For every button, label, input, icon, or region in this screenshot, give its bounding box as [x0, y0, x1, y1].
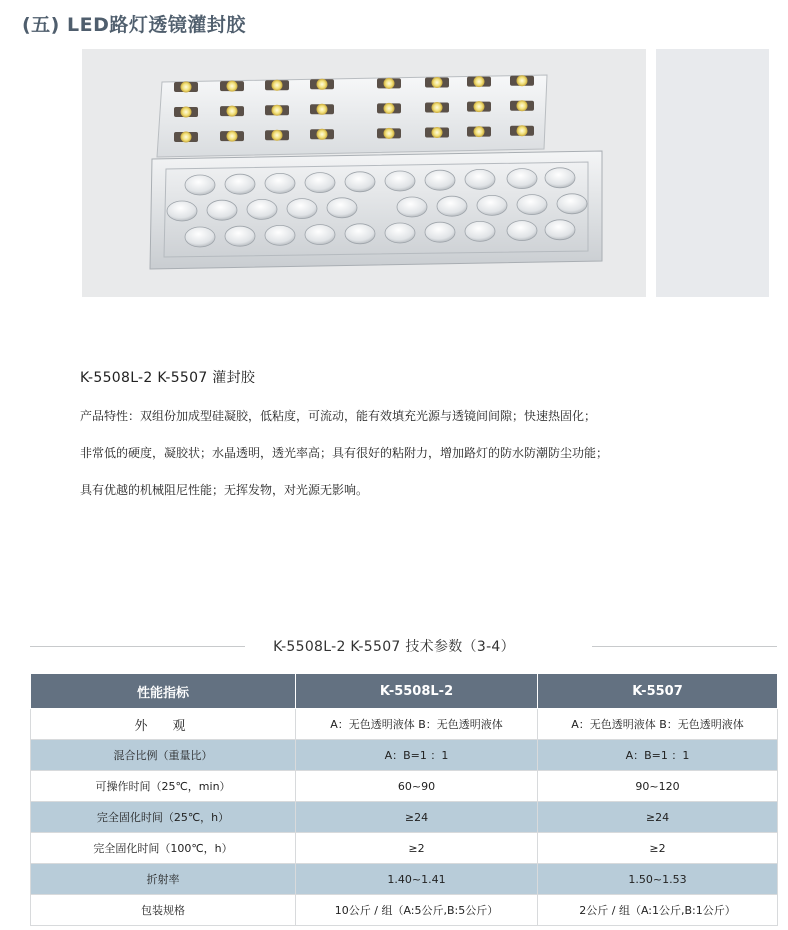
- led-chip-icon: [432, 127, 443, 138]
- table-row: [31, 833, 778, 864]
- led-chip-icon: [317, 129, 328, 140]
- led-chip-icon: [227, 106, 238, 117]
- row-value-k5507: ≥2: [538, 833, 778, 864]
- lens-dome-icon: [507, 221, 537, 241]
- row-value-k5507: ≥24: [538, 802, 778, 833]
- params-table: [30, 673, 778, 926]
- table-row: [31, 740, 778, 771]
- lens-dome-icon: [477, 195, 507, 215]
- row-label: 可操作时间（25℃，min）: [31, 771, 296, 802]
- table-row: [31, 802, 778, 833]
- row-value-k5508l2: ≥24: [296, 802, 538, 833]
- lens-dome-icon: [437, 196, 467, 216]
- row-label: 外 观: [31, 709, 296, 740]
- led-chip-icon: [272, 105, 283, 116]
- lens-dome-icon: [385, 223, 415, 243]
- lens-dome-icon: [385, 171, 415, 191]
- row-value-k5508l2: A：无色透明液体 B：无色透明液体: [296, 709, 538, 740]
- lens-dome-icon: [327, 198, 357, 218]
- led-chip-icon: [384, 103, 395, 114]
- product-name: K-5508L-2 K-5507 灌封胶: [80, 370, 256, 386]
- led-chip-icon: [181, 132, 192, 143]
- row-value-k5508l2: 10公斤 / 组（A:5公斤,B:5公斤）: [296, 895, 538, 926]
- row-label: 完全固化时间（25℃，h）: [31, 802, 296, 833]
- led-chip-icon: [384, 128, 395, 139]
- lens-dome-icon: [425, 170, 455, 190]
- led-chip-icon: [517, 125, 528, 136]
- row-value-k5507: A：B=1 ：1: [538, 740, 778, 771]
- led-chip-icon: [517, 100, 528, 111]
- lens-dome-icon: [557, 194, 587, 214]
- row-value-k5507: 2公斤 / 组（A:1公斤,B:1公斤）: [538, 895, 778, 926]
- description-line-2: 非常低的硬度，凝胶状；水晶透明，透光率高；具有很好的粘附力，增加路灯的防水防潮防尘功能；: [80, 446, 609, 460]
- lens-dome-icon: [305, 173, 335, 193]
- row-label: 包装规格: [31, 895, 296, 926]
- lens-dome-icon: [265, 225, 295, 245]
- row-value-k5508l2: 60~90: [296, 771, 538, 802]
- section-title: (五) LED路灯透镜灌封胶: [22, 14, 246, 36]
- led-chip-icon: [181, 107, 192, 118]
- led-chip-icon: [317, 104, 328, 115]
- lens-dome-icon: [225, 226, 255, 246]
- led-chip-icon: [272, 80, 283, 91]
- table-row: [31, 771, 778, 802]
- row-value-k5508l2: A：B=1 ：1: [296, 740, 538, 771]
- row-value-k5507: 90~120: [538, 771, 778, 802]
- led-chip-icon: [272, 130, 283, 141]
- row-label: 完全固化时间（100℃，h）: [31, 833, 296, 864]
- led-chip-icon: [474, 76, 485, 87]
- table-row: [31, 895, 778, 926]
- lens-dome-icon: [207, 200, 237, 220]
- lens-dome-icon: [305, 225, 335, 245]
- led-module-lens-illustration: [82, 49, 646, 297]
- lens-dome-icon: [167, 201, 197, 221]
- led-chip-icon: [432, 77, 443, 88]
- table-header-row: [31, 674, 778, 709]
- lens-dome-icon: [225, 174, 255, 194]
- row-value-k5508l2: ≥2: [296, 833, 538, 864]
- table-row: [31, 864, 778, 895]
- lens-dome-icon: [397, 197, 427, 217]
- lens-dome-icon: [265, 173, 295, 193]
- table-row: [31, 709, 778, 740]
- lens-dome-icon: [465, 221, 495, 241]
- row-label: 折射率: [31, 864, 296, 895]
- side-panel: [656, 49, 769, 297]
- lens-dome-icon: [287, 199, 317, 219]
- lens-dome-icon: [345, 224, 375, 244]
- divider-right: [592, 646, 777, 647]
- lens-dome-icon: [517, 195, 547, 215]
- description-line-3: 具有优越的机械阻尼性能；无挥发物，对光源无影响。: [80, 483, 369, 497]
- led-chip-icon: [227, 131, 238, 142]
- header-k5508l2: K-5508L-2: [296, 674, 538, 709]
- description-line-1: 产品特性：双组份加成型硅凝胶，低粘度，可流动，能有效填充光源与透镜间间隙；快速热固化；: [80, 409, 597, 423]
- led-chip-icon: [474, 101, 485, 112]
- led-chip-icon: [317, 79, 328, 90]
- row-value-k5508l2: 1.40~1.41: [296, 864, 538, 895]
- lens-dome-icon: [185, 175, 215, 195]
- lens-dome-icon: [545, 168, 575, 188]
- lens-dome-icon: [425, 222, 455, 242]
- lens-dome-icon: [545, 220, 575, 240]
- led-chip-icon: [517, 75, 528, 86]
- led-chip-icon: [227, 81, 238, 92]
- header-k5507: K-5507: [538, 674, 778, 709]
- lens-dome-icon: [465, 169, 495, 189]
- header-property: 性能指标: [31, 674, 296, 709]
- led-chip-icon: [384, 78, 395, 89]
- row-value-k5507: A：无色透明液体 B：无色透明液体: [538, 709, 778, 740]
- lens-dome-icon: [185, 227, 215, 247]
- led-chip-icon: [432, 102, 443, 113]
- led-chip-icon: [181, 82, 192, 93]
- lens-dome-icon: [247, 199, 277, 219]
- lens-dome-icon: [507, 169, 537, 189]
- lens-dome-icon: [345, 172, 375, 192]
- product-photo: [82, 49, 646, 297]
- params-title: K-5508L-2 K-5507 技术参数（3-4）: [273, 639, 515, 655]
- row-label: 混合比例（重量比）: [31, 740, 296, 771]
- row-value-k5507: 1.50~1.53: [538, 864, 778, 895]
- led-chip-icon: [474, 126, 485, 137]
